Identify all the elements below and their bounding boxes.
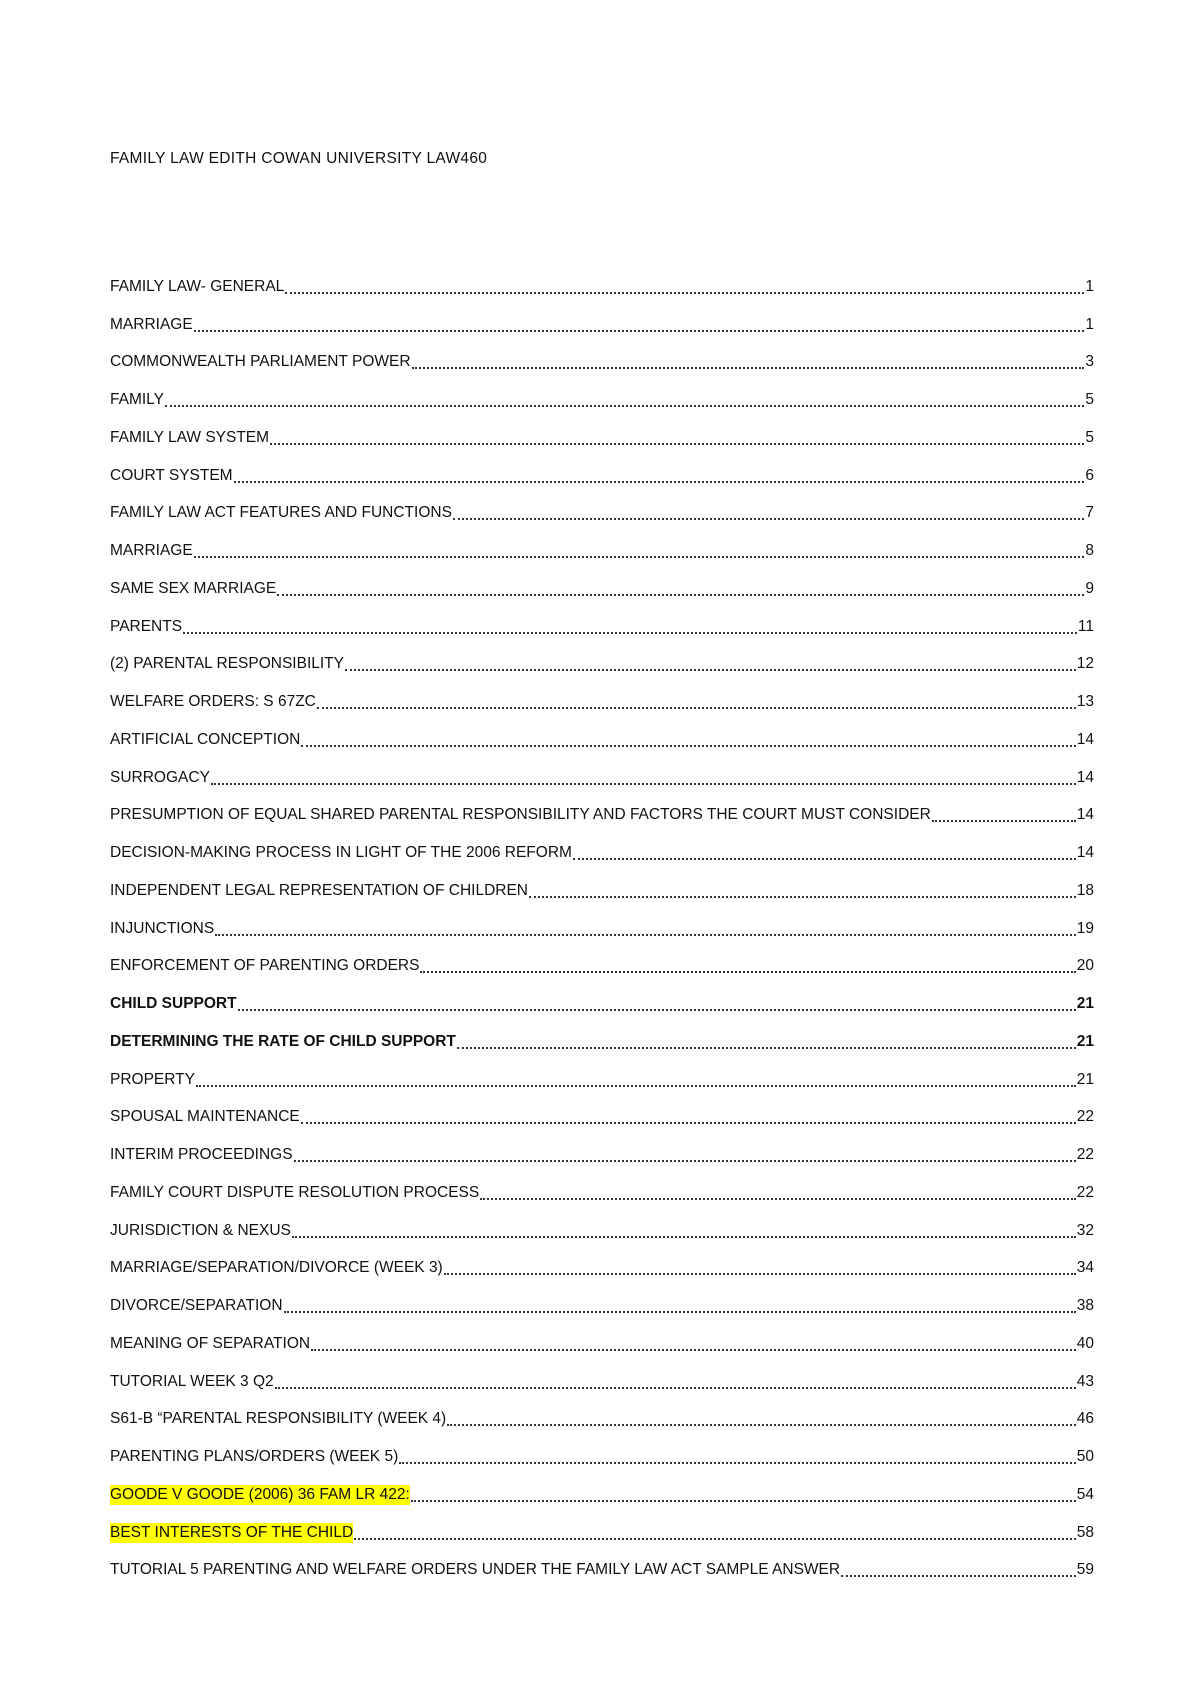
toc-entry-page-number[interactable]: 14	[1076, 844, 1094, 861]
toc-entry-title[interactable]: PROPERTY	[110, 1070, 195, 1088]
toc-entry-page-number[interactable]: 8	[1085, 542, 1094, 559]
toc-entry[interactable]	[110, 372, 1094, 410]
toc-entry[interactable]	[110, 674, 1094, 712]
toc-entry[interactable]	[110, 1467, 1094, 1505]
toc-entry-page-number[interactable]: 20	[1076, 957, 1094, 975]
dot-leader	[194, 556, 1085, 558]
toc-entry[interactable]	[110, 863, 1094, 901]
dot-leader	[573, 858, 1076, 860]
toc-entry-page-number[interactable]: 22	[1076, 1146, 1094, 1163]
dot-leader	[420, 971, 1075, 973]
toc-entry-title[interactable]: MARRIAGE	[110, 315, 193, 333]
toc-entry[interactable]	[110, 448, 1094, 486]
toc-entry-title[interactable]: JURISDICTION & NEXUS	[110, 1221, 291, 1239]
dot-leader	[354, 1538, 1076, 1540]
dot-leader	[183, 632, 1077, 634]
toc-entry-title[interactable]: GOODE V GOODE (2006) 36 FAM LR 422:	[110, 1485, 410, 1503]
toc-entry[interactable]	[110, 1241, 1094, 1279]
dot-leader	[277, 594, 1084, 596]
table-of-contents	[110, 259, 1094, 1580]
toc-entry-title[interactable]: INDEPENDENT LEGAL REPRESENTATION OF CHILDREN	[110, 881, 529, 899]
dot-leader	[194, 330, 1085, 332]
toc-entry-title[interactable]: PRESUMPTION OF EQUAL SHARED PARENTAL RESPONSIBILITY AND FACTORS THE COURT MUST CONSIDER	[110, 806, 931, 824]
toc-entry[interactable]	[110, 1354, 1094, 1392]
dot-leader	[311, 1349, 1076, 1351]
dot-leader	[301, 1122, 1076, 1124]
toc-entry-title[interactable]: SPOUSAL MAINTENANCE	[110, 1108, 300, 1126]
toc-entry-page-number[interactable]: 54	[1076, 1485, 1094, 1503]
toc-entry-page-number[interactable]: 43	[1076, 1372, 1094, 1390]
toc-entry-page-number[interactable]: 40	[1076, 1334, 1094, 1352]
dot-leader	[215, 934, 1076, 936]
dot-leader	[411, 1500, 1076, 1502]
toc-entry[interactable]	[110, 1543, 1094, 1581]
toc-entry[interactable]	[110, 297, 1094, 335]
dot-leader	[841, 1575, 1076, 1577]
toc-entry[interactable]	[110, 1392, 1094, 1430]
dot-leader	[399, 1462, 1076, 1464]
toc-entry-title[interactable]: WELFARE ORDERS: S 67ZC	[110, 693, 316, 710]
dot-leader	[444, 1273, 1076, 1275]
toc-entry[interactable]	[110, 410, 1094, 448]
toc-entry-page-number[interactable]: 21	[1076, 1070, 1094, 1088]
toc-entry-title[interactable]: MEANING OF SEPARATION	[110, 1334, 311, 1352]
toc-entry-title[interactable]: INJUNCTIONS	[110, 919, 215, 937]
toc-entry-page-number[interactable]: 5	[1085, 391, 1094, 408]
toc-entry-page-number[interactable]: 3	[1085, 353, 1094, 371]
toc-entry[interactable]	[110, 259, 1094, 297]
toc-entry[interactable]	[110, 901, 1094, 939]
toc-entry-page-number[interactable]: 14	[1076, 768, 1094, 786]
toc-entry[interactable]	[110, 1316, 1094, 1354]
toc-entry-page-number[interactable]: 13	[1076, 693, 1094, 710]
dot-leader	[211, 783, 1076, 785]
dot-leader	[196, 1085, 1076, 1087]
toc-entry-page-number[interactable]: 6	[1085, 466, 1094, 484]
toc-entry[interactable]	[110, 523, 1094, 561]
toc-entry-page-number[interactable]: 22	[1076, 1108, 1094, 1126]
dot-leader	[275, 1387, 1076, 1389]
dot-leader	[447, 1424, 1076, 1426]
toc-entry[interactable]	[110, 712, 1094, 750]
toc-entry-page-number[interactable]: 59	[1076, 1561, 1094, 1579]
toc-entry-page-number[interactable]: 46	[1076, 1410, 1094, 1428]
toc-entry[interactable]	[110, 1203, 1094, 1241]
dot-leader	[932, 820, 1076, 822]
toc-entry-page-number[interactable]: 11	[1077, 617, 1094, 635]
toc-entry-title[interactable]: SAME SEX MARRIAGE	[110, 579, 277, 597]
toc-entry-page-number[interactable]: 12	[1076, 655, 1094, 673]
toc-entry-page-number[interactable]: 19	[1076, 919, 1094, 937]
dot-leader	[480, 1198, 1076, 1200]
toc-entry-title[interactable]: FAMILY	[110, 391, 164, 408]
toc-entry-page-number[interactable]: 7	[1085, 504, 1094, 522]
toc-entry[interactable]	[110, 1505, 1094, 1543]
toc-entry-page-number[interactable]: 14	[1076, 730, 1094, 748]
toc-entry[interactable]	[110, 561, 1094, 599]
toc-entry-title[interactable]: FAMILY LAW SYSTEM	[110, 428, 270, 446]
toc-entry-title[interactable]: S61-B “PARENTAL RESPONSIBILITY (WEEK 4)	[110, 1410, 447, 1428]
toc-entry-page-number[interactable]: 14	[1076, 806, 1094, 824]
toc-entry-title[interactable]: ARTIFICIAL CONCEPTION	[110, 730, 301, 748]
toc-entry[interactable]	[110, 637, 1094, 675]
toc-entry-title[interactable]: PARENTING PLANS/ORDERS (WEEK 5)	[110, 1448, 399, 1465]
toc-entry-title[interactable]: PARENTS	[110, 617, 183, 635]
toc-entry-page-number[interactable]: 1	[1085, 315, 1094, 333]
toc-entry[interactable]	[110, 1052, 1094, 1090]
toc-entry-title[interactable]: FAMILY LAW- GENERAL	[110, 277, 285, 295]
dot-leader	[165, 405, 1084, 407]
toc-entry[interactable]	[110, 825, 1094, 863]
toc-entry-page-number[interactable]: 1	[1085, 277, 1094, 295]
dot-leader	[234, 481, 1085, 483]
toc-entry-title[interactable]: DECISION-MAKING PROCESS IN LIGHT OF THE 2006 REFORM	[110, 844, 572, 861]
toc-entry-title[interactable]: TUTORIAL 5 PARENTING AND WELFARE ORDERS UNDER THE FAMILY LAW ACT SAMPLE ANSWER	[110, 1561, 841, 1579]
toc-entry-title[interactable]: MARRIAGE	[110, 542, 193, 559]
toc-entry-title[interactable]: MARRIAGE/SEPARATION/DIVORCE (WEEK 3)	[110, 1259, 443, 1277]
toc-entry[interactable]	[110, 1014, 1094, 1052]
dot-leader	[270, 443, 1084, 445]
dot-leader	[457, 1047, 1076, 1049]
toc-entry-title[interactable]: INTERIM PROCEEDINGS	[110, 1146, 293, 1163]
dot-leader	[453, 518, 1084, 520]
toc-entry-page-number[interactable]: 34	[1076, 1259, 1094, 1277]
toc-entry-title[interactable]: COMMONWEALTH PARLIAMENT POWER	[110, 353, 411, 371]
toc-entry[interactable]	[110, 486, 1094, 524]
toc-entry-page-number[interactable]: 22	[1076, 1183, 1094, 1201]
toc-entry[interactable]	[110, 1127, 1094, 1165]
toc-entry-title[interactable]: COURT SYSTEM	[110, 466, 233, 484]
toc-entry[interactable]	[110, 1165, 1094, 1203]
dot-leader	[317, 707, 1076, 709]
toc-entry-title[interactable]: (2) PARENTAL RESPONSIBILITY	[110, 655, 344, 673]
toc-entry-title[interactable]: BEST INTERESTS OF THE CHILD	[110, 1523, 354, 1541]
document-title: FAMILY LAW EDITH COWAN UNIVERSITY LAW460	[110, 150, 488, 167]
toc-entry-page-number[interactable]: 32	[1076, 1221, 1094, 1239]
toc-entry-title[interactable]: FAMILY LAW ACT FEATURES AND FUNCTIONS	[110, 504, 452, 522]
toc-entry-title[interactable]: SURROGACY	[110, 768, 210, 786]
dot-leader	[294, 1160, 1076, 1162]
toc-entry[interactable]	[110, 939, 1094, 977]
toc-entry-title[interactable]: ENFORCEMENT OF PARENTING ORDERS	[110, 957, 420, 975]
toc-entry[interactable]	[110, 599, 1094, 637]
toc-entry-page-number[interactable]: 21	[1076, 995, 1094, 1012]
dot-leader	[284, 1311, 1076, 1313]
toc-entry[interactable]	[110, 1090, 1094, 1128]
toc-entry[interactable]	[110, 1278, 1094, 1316]
toc-entry-page-number[interactable]: 50	[1076, 1448, 1094, 1465]
dot-leader	[292, 1236, 1076, 1238]
toc-entry-title[interactable]: TUTORIAL WEEK 3 Q2	[110, 1372, 274, 1390]
toc-entry-page-number[interactable]: 58	[1076, 1523, 1094, 1541]
dot-leader	[412, 367, 1085, 369]
toc-entry-page-number[interactable]: 5	[1085, 428, 1094, 446]
toc-entry[interactable]	[110, 335, 1094, 373]
toc-entry[interactable]	[110, 1429, 1094, 1467]
toc-entry-page-number[interactable]: 21	[1076, 1032, 1094, 1050]
toc-entry-page-number[interactable]: 38	[1076, 1297, 1094, 1314]
toc-entry-title[interactable]: CHILD SUPPORT	[110, 995, 237, 1012]
toc-entry-title[interactable]: DIVORCE/SEPARATION	[110, 1297, 283, 1314]
toc-entry[interactable]	[110, 788, 1094, 826]
dot-leader	[345, 669, 1076, 671]
toc-entry-page-number[interactable]: 9	[1085, 579, 1094, 597]
toc-entry-page-number[interactable]: 18	[1076, 881, 1094, 899]
dot-leader	[529, 896, 1076, 898]
dot-leader	[301, 745, 1075, 747]
toc-entry-title[interactable]: DETERMINING THE RATE OF CHILD SUPPORT	[110, 1032, 456, 1050]
dot-leader	[238, 1009, 1076, 1011]
toc-entry[interactable]	[110, 976, 1094, 1014]
toc-entry[interactable]	[110, 750, 1094, 788]
toc-entry-title[interactable]: FAMILY COURT DISPUTE RESOLUTION PROCESS	[110, 1183, 480, 1201]
dot-leader	[285, 292, 1084, 294]
